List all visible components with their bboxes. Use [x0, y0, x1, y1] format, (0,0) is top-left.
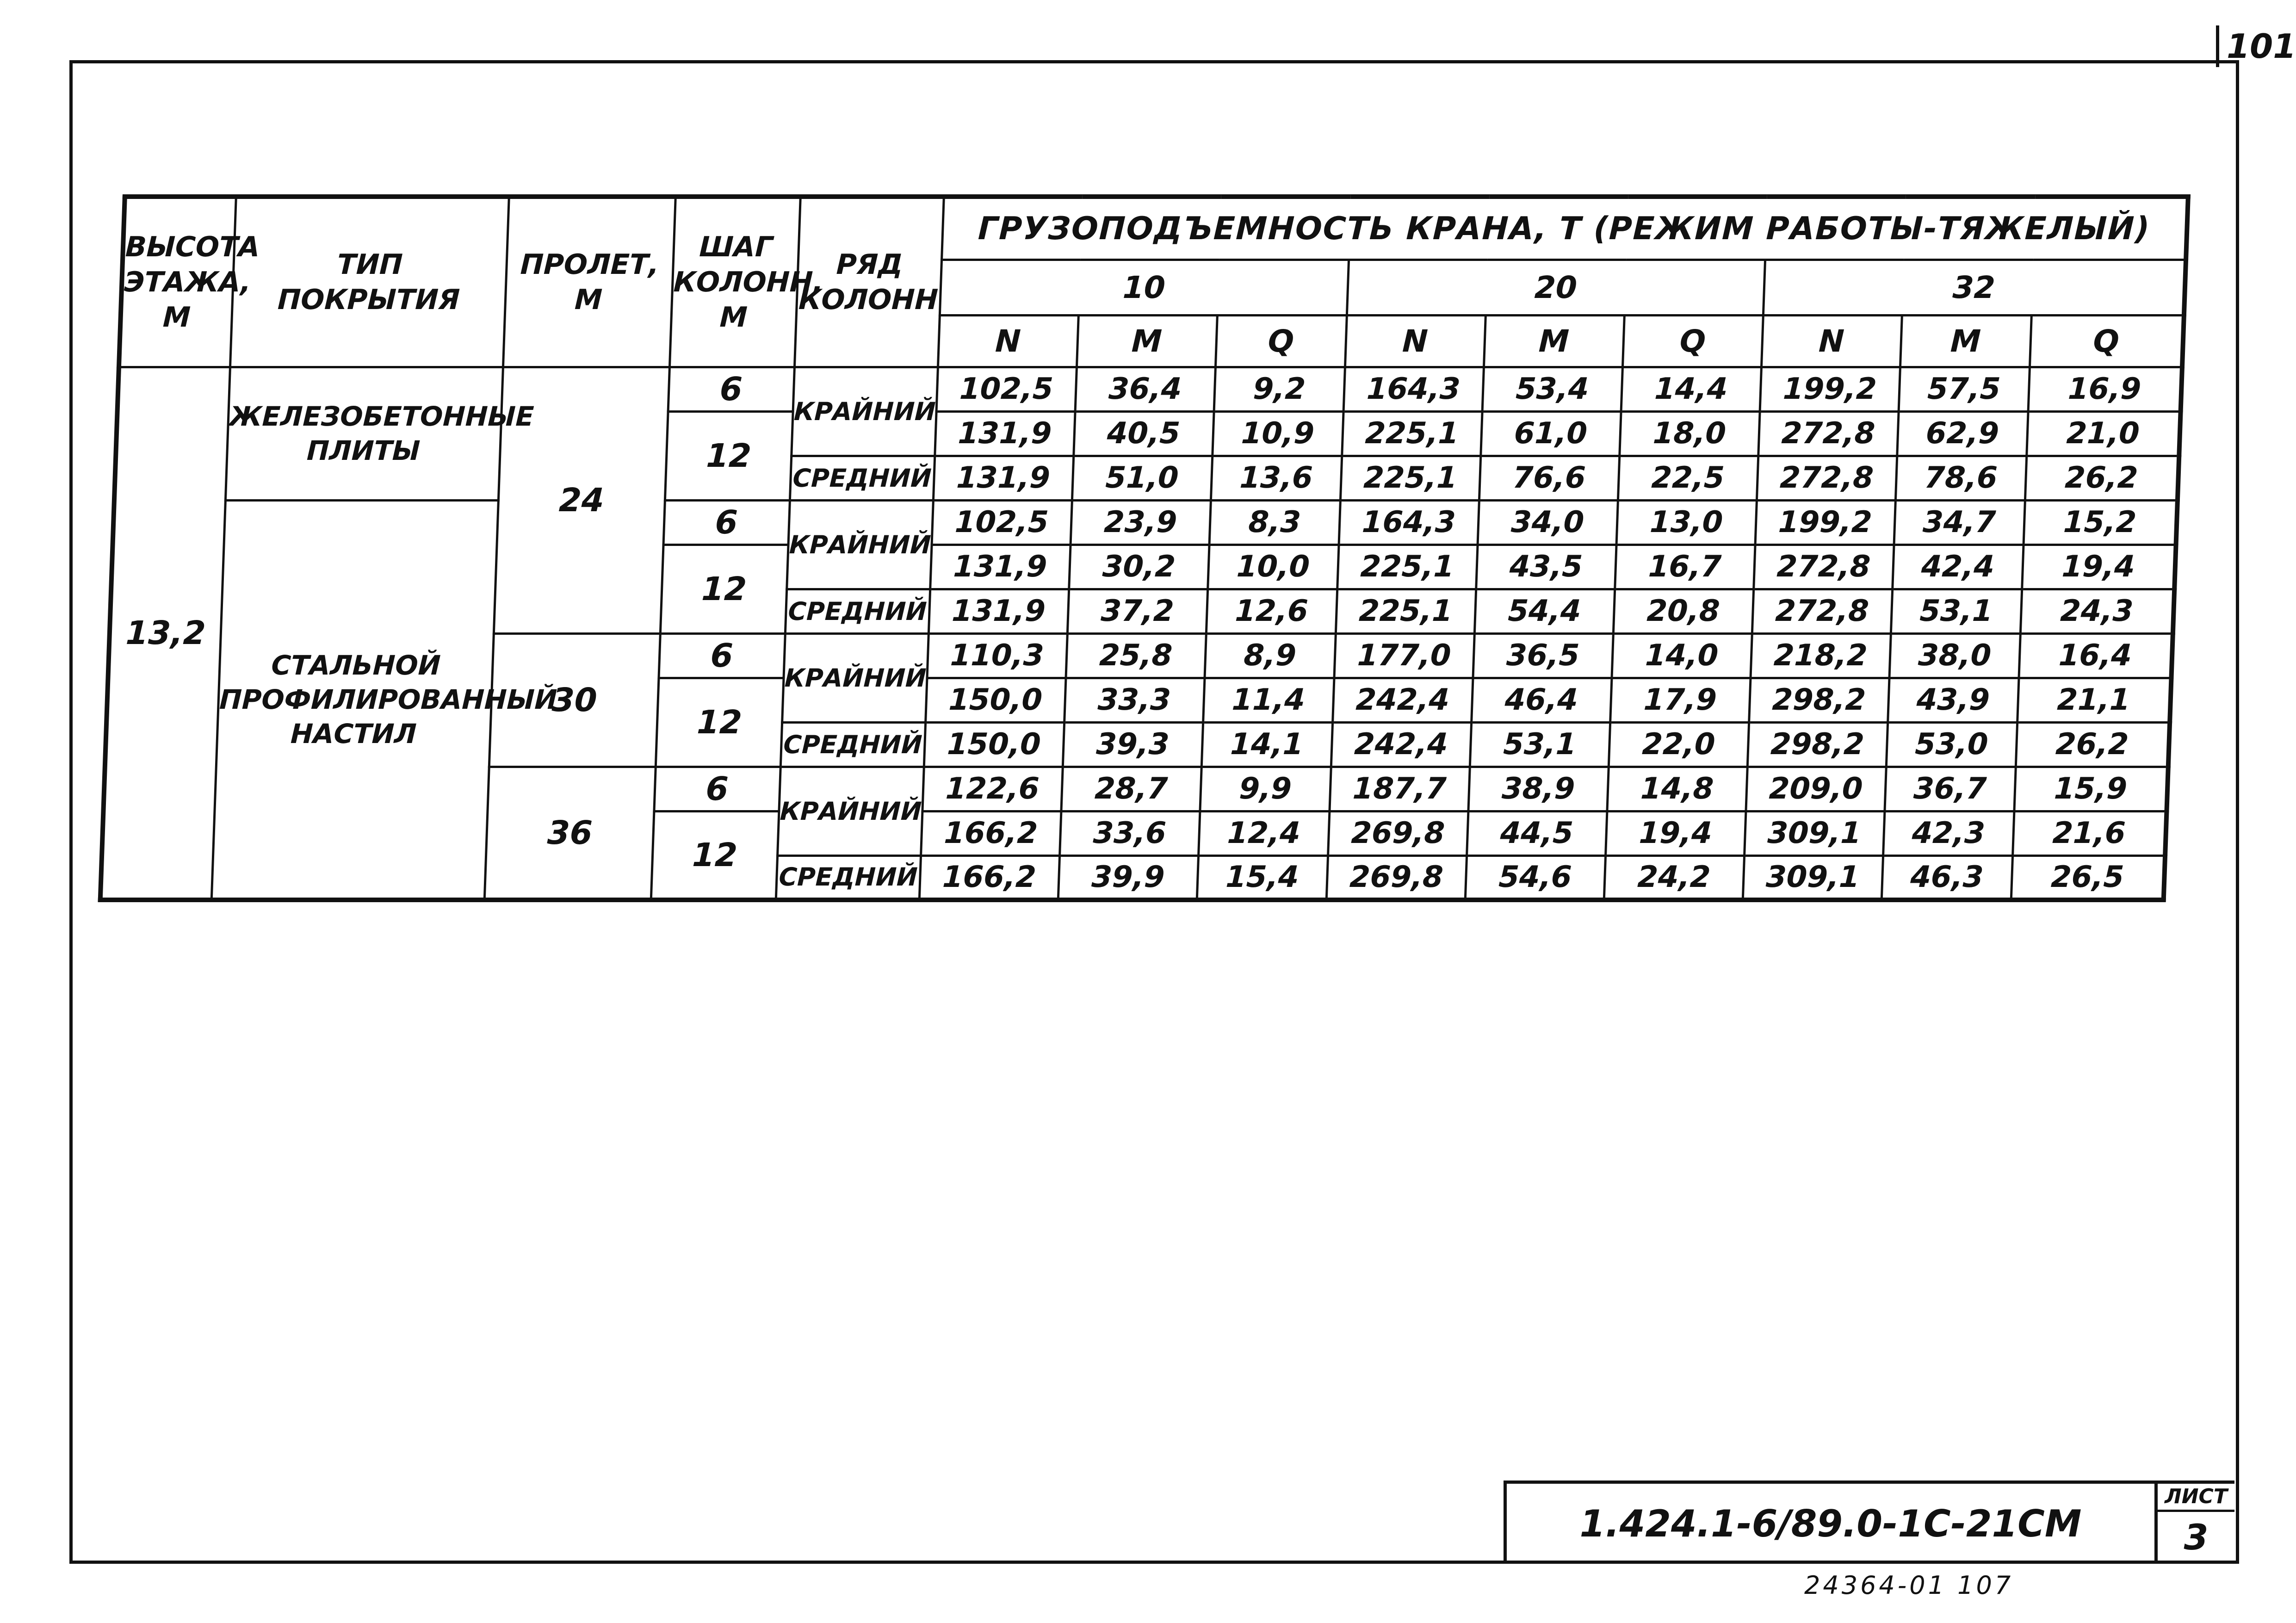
header-floor-height: ВЫСОТА ЭТАЖА, М: [119, 197, 236, 367]
cell: 12,4: [1198, 811, 1329, 855]
cell: 43,5: [1476, 545, 1616, 589]
cell: 14,8: [1607, 767, 1747, 811]
cell: 25,8: [1066, 633, 1206, 678]
cell: 269,8: [1326, 855, 1467, 900]
cell: 14,0: [1612, 633, 1752, 678]
title-block: [1504, 1481, 2234, 1564]
cell: 28,7: [1061, 767, 1201, 811]
cell: 22,0: [1609, 722, 1749, 767]
cell: 298,2: [1747, 722, 1888, 767]
cell: 78,6: [1895, 456, 2026, 500]
cell: 54,4: [1474, 589, 1615, 633]
header-column-row: РЯД КОЛОНН: [794, 197, 944, 367]
inventory-number: 24364-01 107: [1804, 1571, 2014, 1600]
cell: 36,5: [1473, 633, 1613, 678]
cell: 15,4: [1197, 855, 1328, 900]
cell: 199,2: [1760, 367, 1900, 411]
cell: 22,5: [1618, 456, 1758, 500]
header-crane-capacity: ГРУЗОПОДЪЕМНОСТЬ КРАНА, Т (РЕЖИМ РАБОТЫ-ТЯЖЕЛЫЙ): [941, 197, 2188, 260]
header-span: ПРОЛЕТ, М: [503, 197, 675, 367]
cell: 8,3: [1209, 500, 1340, 545]
cell: 218,2: [1751, 633, 1891, 678]
row-label: СРЕДНИЙ: [785, 589, 930, 633]
header-capacity-32: 32: [1763, 260, 2186, 315]
cell: 272,8: [1753, 545, 1894, 589]
cover-type-rc: ЖЕЛЕЗОБЕТОННЫЕ ПЛИТЫ: [225, 367, 503, 500]
cell: 150,0: [925, 678, 1065, 722]
cell: 272,8: [1752, 589, 1892, 633]
cell: 53,1: [1891, 589, 2022, 633]
span-value: 24: [494, 367, 669, 633]
header-capacity-10: 10: [940, 260, 1349, 315]
document-code: 1.424.1-6/89.0-1С-21СМ: [1579, 1502, 2082, 1545]
cell: 33,6: [1059, 811, 1200, 855]
cell: 122,6: [922, 767, 1062, 811]
cell: 13,6: [1211, 456, 1342, 500]
cell: 272,8: [1757, 456, 1897, 500]
cell: 42,4: [1892, 545, 2023, 589]
floor-height-value: 13,2: [100, 367, 230, 900]
step-value: 6: [654, 767, 780, 811]
cell: 242,4: [1332, 678, 1473, 722]
step-value: 12: [651, 811, 779, 900]
cell: 16,9: [2028, 367, 2182, 411]
cell: 225,1: [1337, 545, 1477, 589]
header-capacity-20: 20: [1347, 260, 1765, 315]
header-q: Q: [2030, 315, 2184, 367]
cell: 37,2: [1067, 589, 1207, 633]
cell: 34,7: [1894, 500, 2025, 545]
header-q: Q: [1622, 315, 1763, 367]
cell: 76,6: [1479, 456, 1619, 500]
cell: 19,4: [1605, 811, 1745, 855]
cell: 38,9: [1468, 767, 1608, 811]
cell: 53,0: [1886, 722, 2017, 767]
step-value: 12: [660, 545, 788, 633]
row-label: СРЕДНИЙ: [790, 456, 934, 500]
step-value: 12: [665, 411, 793, 500]
cell: 36,4: [1075, 367, 1215, 411]
cell: 24,3: [2020, 589, 2174, 633]
cell: 177,0: [1334, 633, 1474, 678]
cell: 26,2: [2025, 456, 2179, 500]
cell: 46,4: [1471, 678, 1611, 722]
cell: 43,9: [1888, 678, 2018, 722]
header-m: M: [1900, 315, 2031, 367]
cell: 54,6: [1465, 855, 1605, 900]
sheet-label: ЛИСТ: [2158, 1484, 2234, 1512]
cell: 166,2: [919, 855, 1059, 900]
cell: 17,9: [1610, 678, 1750, 722]
cell: 39,3: [1063, 722, 1203, 767]
cell: 309,1: [1744, 811, 1884, 855]
cell: 26,2: [2016, 722, 2170, 767]
cell: 187,7: [1329, 767, 1469, 811]
step-value: 12: [656, 678, 784, 767]
cell: 10,0: [1207, 545, 1338, 589]
header-column-step: ШАГ КОЛОНН, М: [669, 197, 800, 367]
cell: 269,8: [1328, 811, 1468, 855]
span-value: 30: [489, 633, 660, 767]
row-label: СРЕДНИЙ: [780, 722, 925, 767]
cell: 12,6: [1206, 589, 1337, 633]
cell: 9,2: [1214, 367, 1345, 411]
table-row: [113, 500, 2178, 545]
cell: 209,0: [1745, 767, 1886, 811]
cell: 20,8: [1613, 589, 1753, 633]
cell: 272,8: [1758, 411, 1898, 456]
cell: 15,2: [2024, 500, 2178, 545]
cell: 11,4: [1203, 678, 1334, 722]
cell: 61,0: [1480, 411, 1621, 456]
header-n: N: [1761, 315, 1902, 367]
cell: 30,2: [1069, 545, 1209, 589]
row-label: СРЕДНИЙ: [776, 855, 921, 900]
cell: 242,4: [1331, 722, 1471, 767]
row-label: КРАЙНИЙ: [782, 633, 928, 722]
cell: 36,7: [1884, 767, 2015, 811]
cell: 34,0: [1478, 500, 1618, 545]
cell: 26,5: [2011, 855, 2165, 900]
cell: 51,0: [1072, 456, 1212, 500]
cell: 62,9: [1897, 411, 2028, 456]
cell: 42,3: [1883, 811, 2014, 855]
cell: 150,0: [924, 722, 1064, 767]
header-m: M: [1077, 315, 1217, 367]
cell: 15,9: [2014, 767, 2168, 811]
cell: 23,9: [1071, 500, 1211, 545]
crane-load-table: [98, 194, 2191, 902]
cell: 131,9: [934, 411, 1075, 456]
header-m: M: [1484, 315, 1624, 367]
cell: 53,1: [1470, 722, 1610, 767]
cell: 24,2: [1604, 855, 1744, 900]
cell: 33,3: [1064, 678, 1204, 722]
cell: 131,9: [933, 456, 1073, 500]
table-row: [118, 367, 2182, 411]
cell: 199,2: [1755, 500, 1895, 545]
cell: 38,0: [1889, 633, 2020, 678]
cell: 57,5: [1899, 367, 2030, 411]
header-q: Q: [1215, 315, 1347, 367]
cell: 225,1: [1340, 456, 1480, 500]
step-value: 6: [659, 633, 785, 678]
cell: 9,9: [1200, 767, 1331, 811]
cell: 298,2: [1749, 678, 1889, 722]
span-value: 36: [484, 767, 656, 900]
cell: 225,1: [1342, 411, 1482, 456]
cell: 44,5: [1467, 811, 1607, 855]
header-cover-type: ТИП ПОКРЫТИЯ: [230, 197, 509, 367]
cell: 164,3: [1343, 367, 1484, 411]
row-label: КРАЙНИЙ: [791, 367, 938, 456]
header-n: N: [938, 315, 1078, 367]
cell: 40,5: [1073, 411, 1213, 456]
row-label: КРАЙНИЙ: [777, 767, 924, 855]
cover-type-steel: СТАЛЬНОЙ ПРОФИЛИРОВАННЫЙ НАСТИЛ: [211, 500, 498, 900]
cell: 16,7: [1615, 545, 1755, 589]
cell: 14,1: [1201, 722, 1332, 767]
cell: 39,9: [1058, 855, 1198, 900]
cell: 8,9: [1205, 633, 1336, 678]
cell: 21,1: [2017, 678, 2171, 722]
cell: 21,6: [2012, 811, 2166, 855]
cell: 19,4: [2022, 545, 2176, 589]
step-value: 6: [663, 500, 790, 545]
cell: 13,0: [1616, 500, 1757, 545]
row-label: КРАЙНИЙ: [786, 500, 933, 589]
header-n: N: [1345, 315, 1485, 367]
cell: 102,5: [936, 367, 1077, 411]
step-value: 6: [668, 367, 794, 411]
corner-page-number: 101: [2216, 25, 2296, 67]
cell: 10,9: [1212, 411, 1343, 456]
cell: 164,3: [1339, 500, 1479, 545]
cell: 16,4: [2019, 633, 2173, 678]
sheet-box: [2154, 1484, 2234, 1564]
cell: 102,5: [932, 500, 1072, 545]
cell: 18,0: [1619, 411, 1759, 456]
cell: 309,1: [1743, 855, 1883, 900]
cell: 21,0: [2026, 411, 2180, 456]
cell: 14,4: [1621, 367, 1761, 411]
cell: 110,3: [927, 633, 1067, 678]
cell: 46,3: [1881, 855, 2012, 900]
cell: 53,4: [1482, 367, 1622, 411]
cell: 131,9: [928, 589, 1069, 633]
cell: 131,9: [930, 545, 1070, 589]
cell: 225,1: [1336, 589, 1476, 633]
cell: 166,2: [921, 811, 1061, 855]
sheet-number: 3: [2184, 1517, 2209, 1558]
